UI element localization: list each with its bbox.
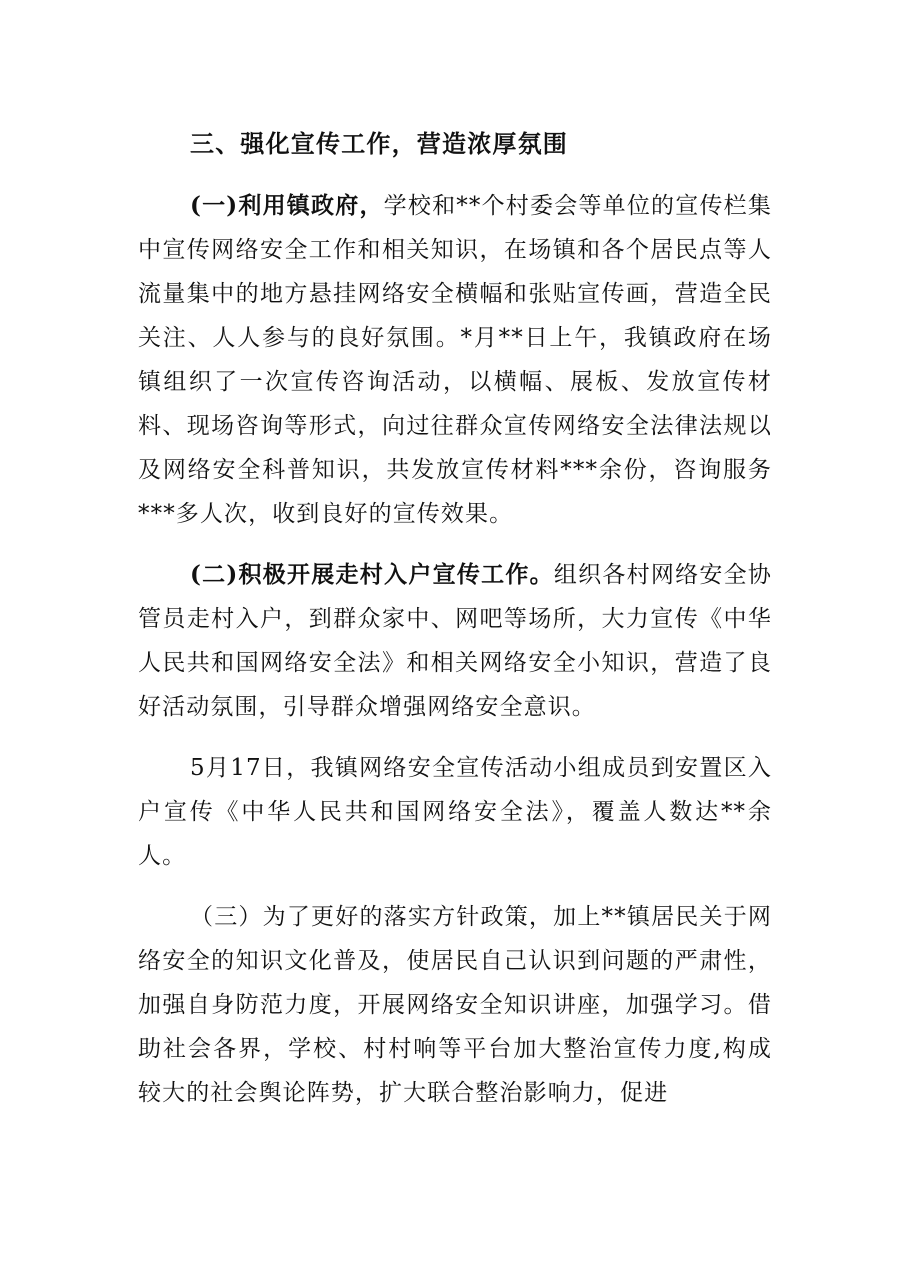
paragraph-4 [138,895,772,1115]
paragraph-3 [138,746,772,878]
paragraph-2-body: 组织各村网络安全协管员走村入户，到群众家中、网吧等场所，大力宣传《中华人民共和国网络安全法》和相关网络安全小知识，营造了良好活动氛围，引导群众增强网络安全意识。 [138,562,772,720]
paragraph-2-lead: (二)积极开展走村入户宣传工作。 [190,561,554,588]
paragraph-1-body: 学校和**个村委会等单位的宣传栏集中宣传网络安全工作和相关知识，在场镇和各个居民点等人流量集中的地方悬挂网络安全横幅和张贴宣传画，营造全民关注、人人参与的良好氛围。*月**日上午，我镇政府在场镇组织了一次宣传咨询活动，以横幅、展板、发放宣传材料、现场咨询等形式，向过往群众宣传网络安全法律法规以及网络安全科普知识，共发放宣传材料***余份，咨询服务***多人次，收到良好的宣传效果。 [138,193,772,527]
paragraph-1-lead: (一)利用镇政府， [190,192,384,219]
paragraph-3-body: 5月17日，我镇网络安全宣传活动小组成员到安置区入户宣传《中华人民共和国网络安全法》，覆盖人数达**余人。 [138,755,772,869]
document-body [138,122,772,1115]
section-heading: 三、强化宣传工作，营造浓厚氛围 [190,129,568,158]
paragraph-4-body: （三）为了更好的落实方针政策，加上**镇居民关于网络安全的知识文化普及，使居民自己认识到问题的严肃性，加强自身防范力度，开展网络安全知识讲座，加强学习。借助社会各界，学校、村村响等平台加大整治宣传力度,构成较大的社会舆论阵势，扩大联合整治影响力，促进 [138,904,772,1106]
paragraph-2 [138,553,772,729]
paragraph-1 [138,184,772,536]
